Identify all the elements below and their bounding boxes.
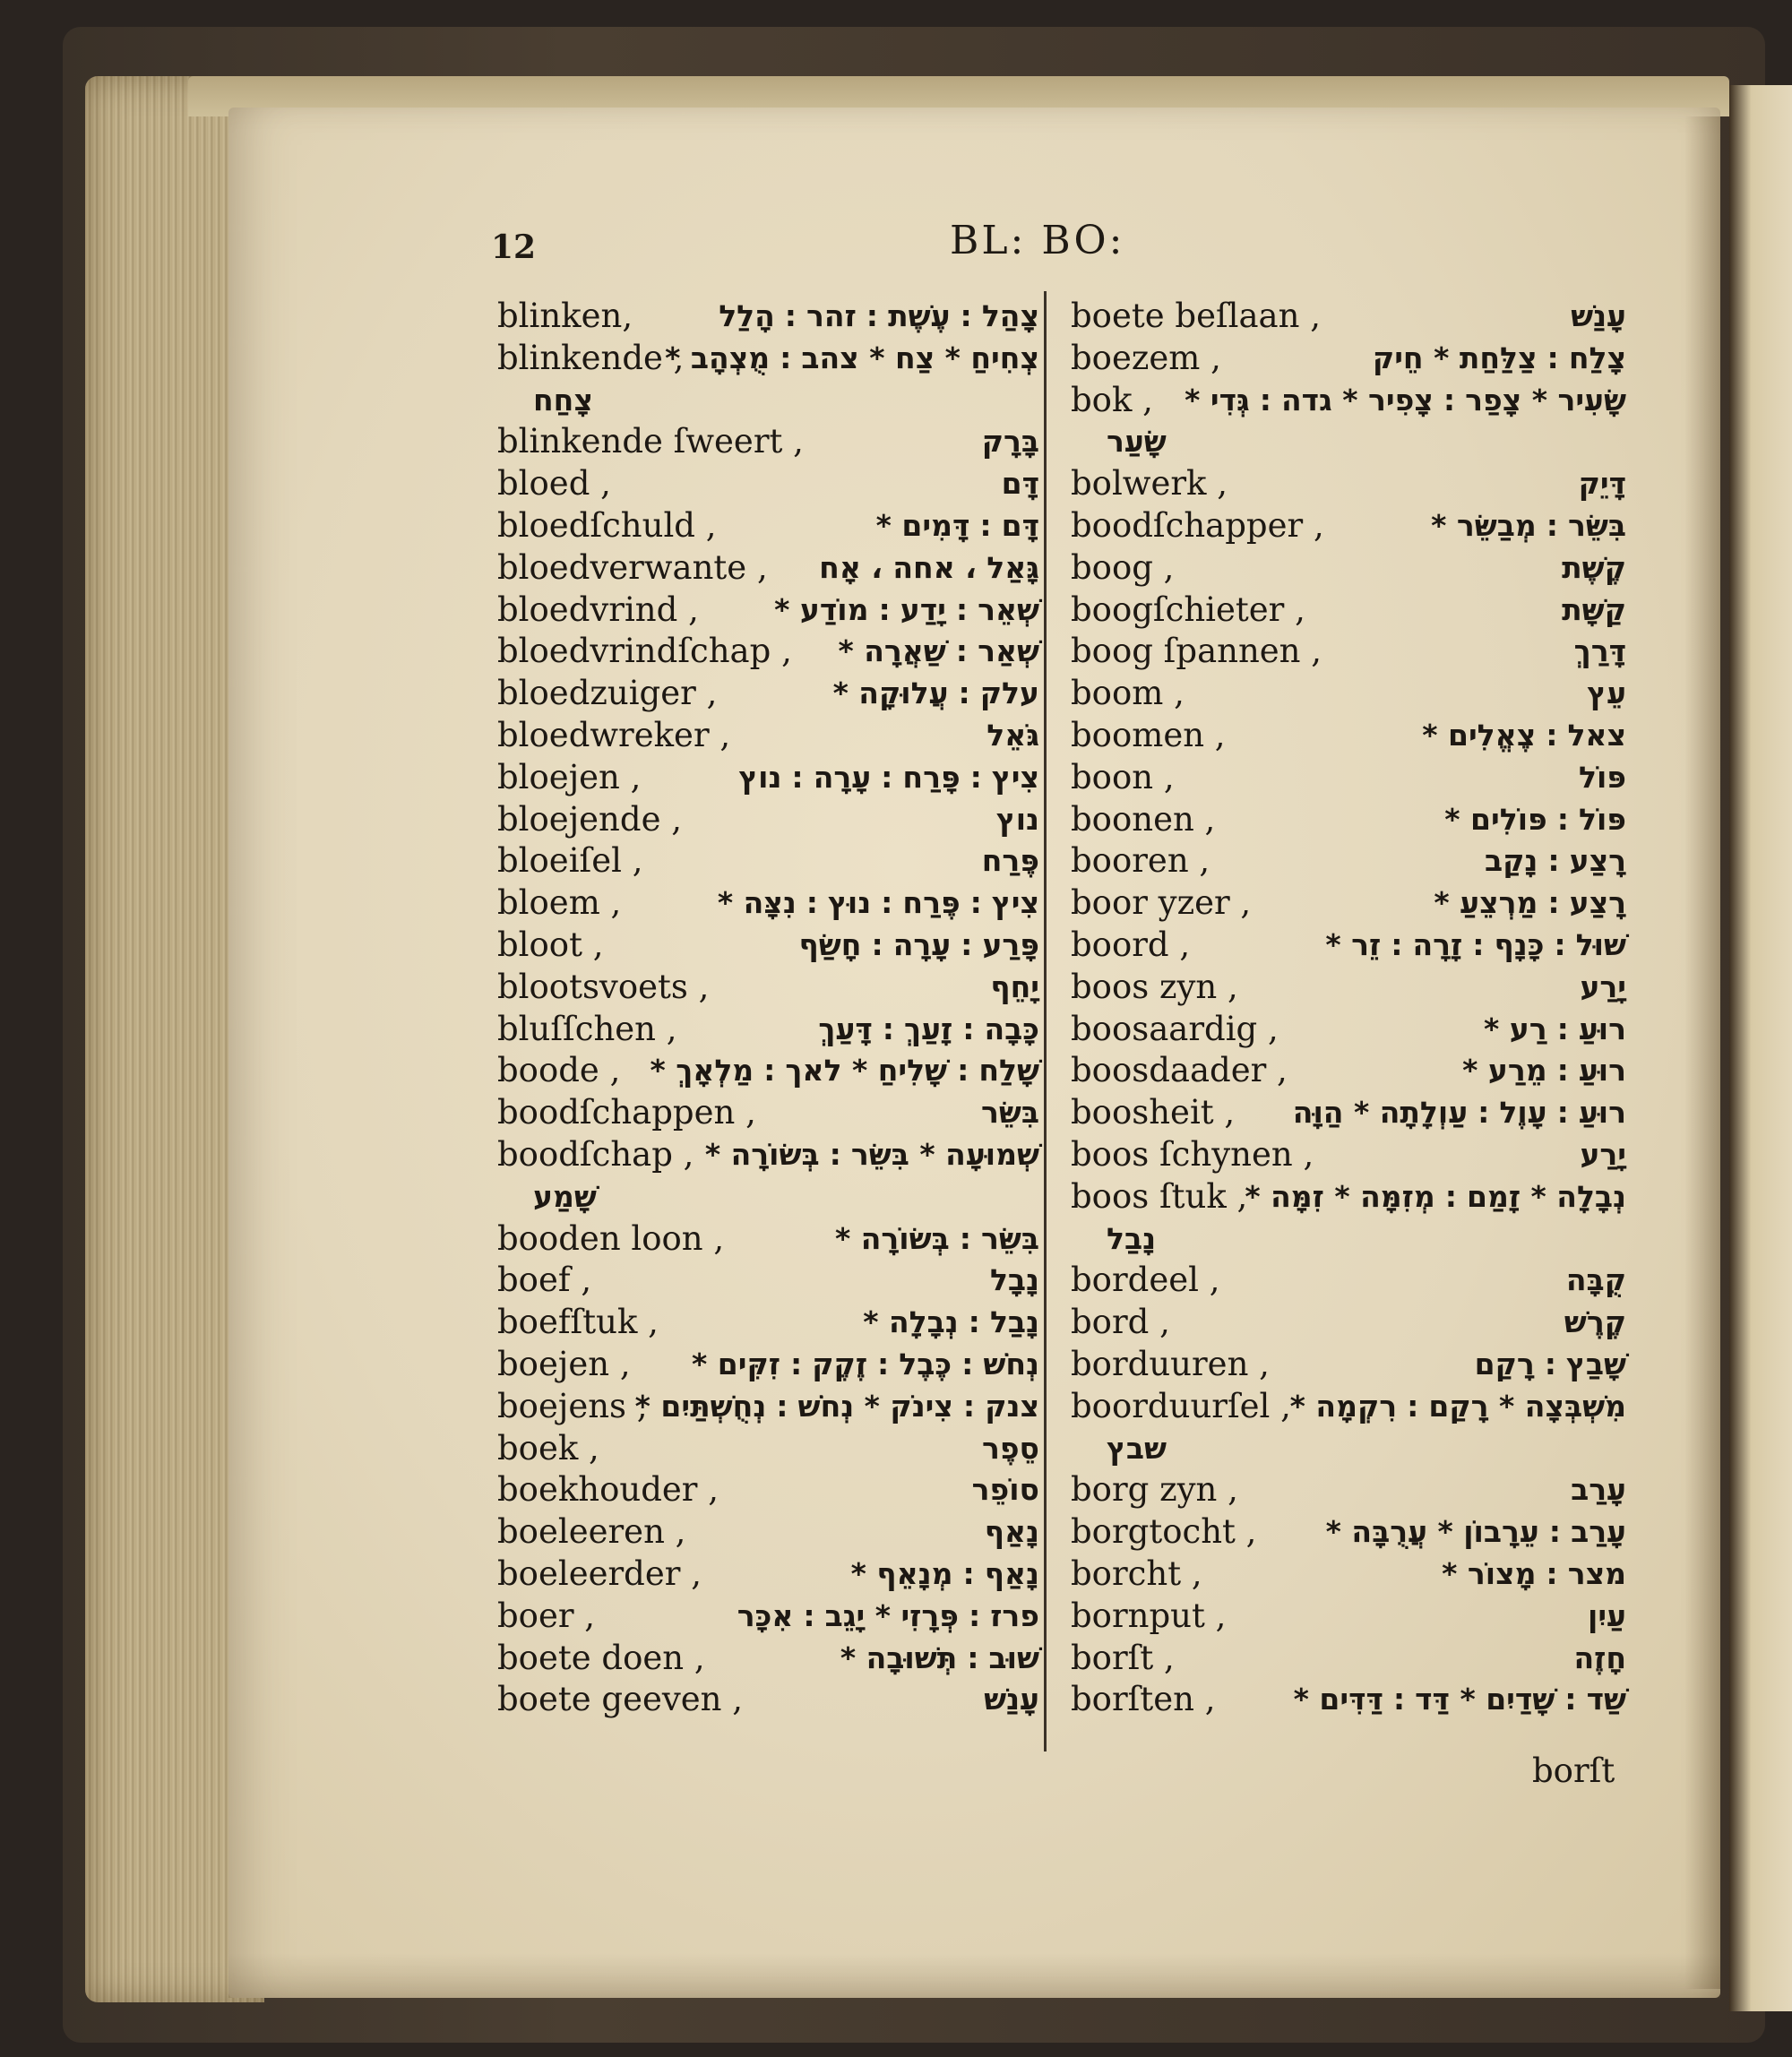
entry-dutch-term: bloeiſel , [497, 841, 643, 881]
dictionary-entry [497, 1554, 1039, 1596]
dictionary-entry [497, 1386, 1039, 1428]
entry-hebrew-translation: צִיץ ׃ פָּרַח ׃ עָרָה ׃ נוץ [738, 759, 1039, 795]
entry-hebrew-translation: קֶשֶׁת [1562, 549, 1626, 585]
dictionary-entry [1071, 1344, 1626, 1386]
entry-dutch-term: bloedverwante , [497, 547, 768, 587]
dictionary-entry [1071, 925, 1626, 967]
entry-dutch-term: borgtocht , [1071, 1512, 1257, 1552]
entry-dutch-term: booden loon , [497, 1218, 725, 1258]
entry-dutch-term: bloedzuiger , [497, 674, 718, 713]
entry-dutch-term: borſt , [1071, 1638, 1175, 1677]
entry-hebrew-translation: עַיִן [1588, 1597, 1626, 1633]
entry-hebrew-translation: שָׁלַח ׃ שָׁלִיחַ * לאך ׃ מַלְאָךְ * [650, 1053, 1039, 1089]
entry-dutch-term: boefſtuk , [497, 1303, 659, 1342]
dictionary-entry [1071, 967, 1626, 1009]
page-bottom-shadow [228, 1953, 1720, 1998]
entry-dutch-term: boomen , [1071, 715, 1226, 754]
entry-dutch-term: borcht , [1071, 1554, 1202, 1593]
entry-hebrew-translation: שְׁמוּעָה * בִּשֵּׂר ׃ בְּשׂוֹרָה * [704, 1136, 1039, 1172]
dictionary-entry [497, 1679, 1039, 1721]
entry-hebrew-translation: נָבָל [989, 1262, 1039, 1298]
dictionary-entry [1071, 296, 1626, 338]
dictionary-entry [497, 1134, 1039, 1218]
entry-hebrew-translation: שָׂעִיר * צָפַר ׃ צָפִיר * גדה ׃ גְּדִי * [1185, 382, 1626, 417]
dictionary-entry [1071, 799, 1626, 841]
entry-hebrew-translation: פֶּרַח [981, 843, 1039, 879]
entry-hebrew-translation: שׁוּל ׃ כָּנָף ׃ זָרָה ׃ זֵר * [1325, 926, 1626, 962]
dictionary-entry [1071, 338, 1626, 380]
dictionary-entry [1071, 1638, 1626, 1680]
dictionary-entry [1071, 590, 1626, 632]
dictionary-entry [1071, 463, 1626, 505]
entry-dutch-term: bluſſchen , [497, 1009, 677, 1048]
dictionary-entry [1071, 840, 1626, 882]
entry-dutch-term: boog ſpannen , [1071, 632, 1322, 671]
entry-dutch-term: boef , [497, 1261, 592, 1300]
entry-hebrew-translation: קֻבָּה [1565, 1262, 1626, 1298]
entry-dutch-term: blinkende ſweert , [497, 422, 804, 461]
dictionary-entry [1071, 1596, 1626, 1638]
entry-hebrew-translation: גָּאַל ، אחה ، אָח [819, 549, 1039, 585]
dictionary-entry [1071, 380, 1626, 464]
entry-dutch-term: booren , [1071, 841, 1210, 881]
entry-hebrew-translation: רָצַע ׃ מַרְצֵעַ * [1434, 885, 1626, 921]
dictionary-entry [497, 1511, 1039, 1554]
entry-dutch-term: boeleerder , [497, 1554, 702, 1593]
dictionary-entry [497, 1428, 1039, 1470]
dictionary-entry [497, 547, 1039, 590]
entry-dutch-term: bloem , [497, 883, 622, 923]
entry-dutch-term: boete geeven , [497, 1680, 744, 1719]
entry-dutch-term: borduuren , [1071, 1344, 1270, 1383]
dictionary-entry [497, 296, 1039, 338]
entry-dutch-term: boodſchapper , [1071, 505, 1324, 545]
entry-hebrew-translation: עֵץ [1587, 676, 1626, 711]
entry-dutch-term: boon , [1071, 757, 1175, 796]
dictionary-entry [497, 1596, 1039, 1638]
dictionary-entry [497, 799, 1039, 841]
entry-hebrew-translation: נְבָלָה * זָמַם ׃ מְזִמָּה * זִמָּה * [1245, 1178, 1626, 1214]
gutter-shadow [1684, 116, 1720, 1989]
entry-dutch-term: bloejende , [497, 799, 682, 839]
dictionary-entry [497, 1638, 1039, 1680]
dictionary-entry [497, 505, 1039, 547]
dictionary-entry [497, 967, 1039, 1009]
entry-dutch-term: boom , [1071, 674, 1185, 713]
entry-dutch-term: blootsvoets , [497, 967, 710, 1006]
entry-dutch-term: boonen , [1071, 799, 1216, 839]
dictionary-entry [1071, 1511, 1626, 1554]
entry-hebrew-translation: רוּעַ ׃ רַע * [1484, 1011, 1626, 1046]
dictionary-entry [497, 1344, 1039, 1386]
dictionary-entry [497, 1009, 1039, 1051]
entry-hebrew-translation: בָּרָק [981, 424, 1039, 460]
entry-hebrew-translation: נָאַף ׃ מְנָאֵף * [850, 1555, 1039, 1591]
entry-dutch-term: borſten , [1071, 1680, 1216, 1719]
entry-hebrew-translation: צְחִיחַ * צַח * צהב ׃ מֻצְהָב * [665, 340, 1039, 375]
dictionary-entry [1071, 1134, 1626, 1176]
dictionary-entry [497, 1092, 1039, 1134]
entry-hebrew-translation: צנק ׃ צִינֹק * נְחֹשׁ ׃ נְחֻשְׁתַּיִם * [634, 1388, 1039, 1424]
entry-dutch-term: boosaardig , [1071, 1009, 1279, 1048]
dictionary-entry [1071, 1302, 1626, 1344]
entry-hebrew-translation: נְחֹשׁ ׃ כֶּבֶל ׃ זֶקֶק ׃ זִקִּים * [692, 1346, 1039, 1381]
facing-page-edge [1729, 85, 1792, 2011]
entry-dutch-term: boode , [497, 1051, 621, 1090]
entry-hebrew-translation: שׁוּב ׃ תְּשׁוּבָה * [840, 1640, 1039, 1675]
entry-hebrew-continuation: שָׂעַר [1107, 424, 1167, 460]
dictionary-entry [1071, 1679, 1626, 1721]
dictionary-entry [1071, 1176, 1626, 1261]
entry-dutch-term: bloejen , [497, 757, 642, 796]
entry-hebrew-continuation: צָחַח [533, 382, 593, 417]
dictionary-entry [497, 715, 1039, 757]
entry-hebrew-translation: עָרַב ׃ עֵרָבוֹן * עֲרֻבָּה * [1325, 1514, 1626, 1550]
dictionary-entry [1071, 882, 1626, 925]
dictionary-entry [497, 338, 1039, 422]
entry-dutch-term: bok , [1071, 380, 1153, 419]
entry-dutch-term: bloedwreker , [497, 715, 731, 754]
dictionary-entry [497, 463, 1039, 505]
page-number: 12 [491, 228, 537, 266]
entry-dutch-term: boete doen , [497, 1638, 705, 1677]
entry-dutch-term: boer , [497, 1596, 596, 1635]
dictionary-entry [1071, 1092, 1626, 1134]
entry-hebrew-translation: נוץ [995, 801, 1039, 837]
dictionary-entry [497, 840, 1039, 882]
entry-hebrew-translation: סוֹפֵר [971, 1472, 1039, 1508]
entry-dutch-term: bloedvrind , [497, 590, 699, 629]
entry-hebrew-translation: צָהַל ׃ עֶשֶׁת ׃ זהר ׃ הָלַל [719, 298, 1039, 333]
entry-dutch-term: boete beſlaan , [1071, 297, 1321, 335]
entry-hebrew-translation: דָּרַךְ [1573, 633, 1626, 669]
entry-hebrew-translation: עָרַב [1571, 1472, 1626, 1508]
entry-dutch-term: boos zyn , [1071, 967, 1238, 1006]
entry-dutch-term: boord , [1071, 925, 1191, 964]
dictionary-entry [1071, 1386, 1626, 1470]
dictionary-entry [1071, 757, 1626, 799]
entry-hebrew-translation: פרז ׃ פְּרָזִי * יָגֵב ׃ אִכָּר [737, 1597, 1039, 1633]
column-rule [1044, 291, 1047, 1751]
entry-dutch-term: bolwerk , [1071, 464, 1228, 503]
entry-hebrew-translation: קַשָּׁת [1562, 591, 1626, 627]
entry-dutch-term: borg zyn , [1071, 1470, 1238, 1510]
entry-dutch-term: boodſchap , [497, 1134, 694, 1174]
dictionary-entry [497, 673, 1039, 715]
entry-dutch-term: bloot , [497, 925, 604, 964]
left-column [497, 296, 1039, 1721]
entry-dutch-term: boog , [1071, 547, 1175, 587]
dictionary-entry [1071, 673, 1626, 715]
entry-hebrew-translation: פּוֹל [1579, 759, 1626, 795]
dictionary-entry [1071, 505, 1626, 547]
entry-hebrew-translation: יָרַע [1580, 1136, 1626, 1172]
entry-hebrew-translation: יָחֵף [990, 968, 1039, 1004]
entry-dutch-term: boos ſchynen , [1071, 1134, 1314, 1174]
entry-hebrew-translation: עָנַשׁ [984, 1682, 1039, 1717]
entry-hebrew-translation: צָלַח ׃ צַלַּחַת * חֵיק [1372, 340, 1626, 375]
entry-dutch-term: boejens , [497, 1386, 648, 1425]
entry-hebrew-translation: צִיץ ׃ פֶּרַח ׃ נוּץ ׃ נִצָּה * [717, 885, 1039, 921]
entry-hebrew-translation: בִּשֵּׂר [980, 1095, 1039, 1131]
entry-hebrew-translation: נָבַל ׃ נְבָלָה * [863, 1304, 1039, 1340]
entry-hebrew-translation: רוּעַ ׃ עָוֶל ׃ עַוְלָתָה * הַוָּה [1292, 1095, 1626, 1131]
dictionary-entry [497, 1302, 1039, 1344]
entry-hebrew-translation: יָרַע [1580, 968, 1626, 1004]
entry-hebrew-translation: מצר ׃ מָצוֹר * [1442, 1555, 1626, 1591]
entry-dutch-term: boekhouder , [497, 1470, 719, 1510]
entry-hebrew-translation: עלק ׃ עֲלוּקָה * [832, 676, 1039, 711]
entry-dutch-term: bloedſchuld , [497, 505, 717, 545]
dictionary-entry [1071, 715, 1626, 757]
entry-dutch-term: boor yzer , [1071, 883, 1252, 923]
entry-hebrew-translation: כָּבָה ׃ זָעַךְ ׃ דָּעַךְ [818, 1011, 1039, 1046]
entry-hebrew-translation: נָאַף [984, 1514, 1039, 1550]
dictionary-entry [497, 757, 1039, 799]
right-column [1071, 296, 1626, 1721]
dictionary-entry [497, 1260, 1039, 1302]
dictionary-entry [497, 1218, 1039, 1261]
entry-dutch-term: boorduurſel , [1071, 1386, 1291, 1425]
entry-dutch-term: blinken, [497, 297, 633, 335]
entry-hebrew-continuation: שָׁמַע [533, 1178, 597, 1214]
entry-dutch-term: boogſchieter , [1071, 590, 1305, 629]
entry-hebrew-translation: פָּרַע ׃ עָרָה ׃ חָשַׂף [798, 926, 1039, 962]
entry-dutch-term: bornput , [1071, 1596, 1227, 1635]
entry-hebrew-translation: עָנַשׁ [1571, 298, 1626, 333]
entry-hebrew-translation: קֶרֶשׁ [1564, 1304, 1626, 1340]
dictionary-entry [1071, 631, 1626, 673]
dictionary-entry [497, 421, 1039, 463]
dictionary-entry [497, 1050, 1039, 1092]
dictionary-entry [1071, 1260, 1626, 1302]
entry-hebrew-translation: רָצַע ׃ נָקַב [1484, 843, 1626, 879]
entry-dutch-term: bloed , [497, 464, 611, 503]
dictionary-entry [497, 631, 1039, 673]
entry-hebrew-translation: דָּיֵק [1578, 466, 1626, 502]
dictionary-entry [497, 925, 1039, 967]
entry-hebrew-translation: שָׁבַץ ׃ רָקַם [1474, 1346, 1626, 1381]
entry-hebrew-translation: דָּם [1001, 466, 1039, 502]
entry-dutch-term: boos ſtuk , [1071, 1176, 1248, 1216]
dictionary-entry [1071, 1554, 1626, 1596]
entry-dutch-term: bloedvrindſchap , [497, 632, 792, 671]
entry-dutch-term: blinkende , [497, 338, 685, 377]
entry-dutch-term: boosdaader , [1071, 1051, 1288, 1090]
page-running-title: BL: BO: [950, 218, 1125, 263]
entry-dutch-term: boosheit , [1071, 1093, 1236, 1132]
catchword: borſt [1532, 1751, 1615, 1790]
entry-hebrew-translation: גֹּאֵל [986, 717, 1039, 753]
entry-dutch-term: boeleeren , [497, 1512, 686, 1552]
entry-dutch-term: boek , [497, 1428, 599, 1467]
dictionary-entry [1071, 1469, 1626, 1511]
entry-dutch-term: bordeel , [1071, 1261, 1220, 1300]
entry-hebrew-translation: בִּשֵּׂר ׃ מְבַשֵּׂר * [1431, 507, 1626, 543]
entry-hebrew-translation: רוּעַ ׃ מֵרַע * [1462, 1053, 1626, 1089]
entry-dutch-term: boodſchappen , [497, 1093, 756, 1132]
dictionary-entry [497, 882, 1039, 925]
entry-hebrew-translation: חָזֶה [1573, 1640, 1626, 1675]
entry-hebrew-translation: שַׁד ׃ שָׁדַיִם * דַּד ׃ דַּדִּים * [1293, 1682, 1626, 1717]
entry-dutch-term: boezem , [1071, 338, 1221, 377]
entry-hebrew-translation: בִּשֵּׂר ׃ בְּשׂוֹרָה * [834, 1220, 1039, 1256]
entry-hebrew-translation: דָּם ׃ דָּמִים * [875, 507, 1039, 543]
entry-hebrew-translation: פּוֹל ׃ פּוֹלִים * [1444, 801, 1626, 837]
entry-dutch-term: boejen , [497, 1344, 631, 1383]
entry-dutch-term: bord , [1071, 1303, 1170, 1342]
entry-hebrew-translation: צאל ׃ צֶאֱלִים * [1422, 717, 1626, 753]
entry-hebrew-continuation: שבץ [1107, 1430, 1167, 1466]
dictionary-entry [497, 1469, 1039, 1511]
dictionary-entry [1071, 547, 1626, 590]
entry-hebrew-translation: שְׁאַר ׃ שַׁאֲרָה * [838, 633, 1039, 669]
dictionary-entry [1071, 1009, 1626, 1051]
entry-hebrew-translation: שְׁאֵר ׃ יָדַע ׃ מוֹדַע * [774, 591, 1039, 627]
dictionary-entry [1071, 1050, 1626, 1092]
entry-hebrew-translation: סֵפֶר [981, 1430, 1039, 1466]
entry-hebrew-translation: מִשְׁבְּצָה * רָקַם ׃ רִקְמָה * [1289, 1388, 1626, 1424]
entry-hebrew-continuation: נָבַל [1107, 1220, 1157, 1256]
dictionary-entry [497, 590, 1039, 632]
